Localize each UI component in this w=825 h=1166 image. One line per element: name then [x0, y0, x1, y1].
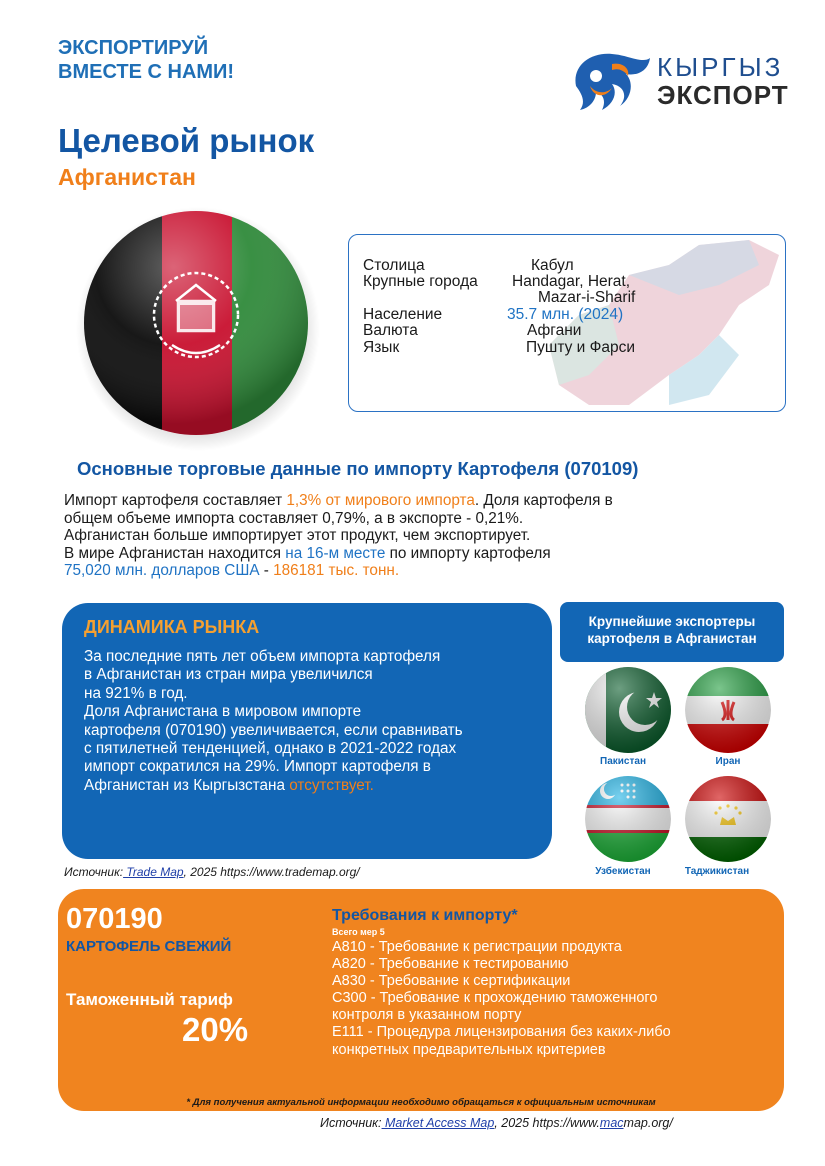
list-item: A820 - Требование к тестированию	[332, 956, 569, 973]
footnote: * Для получения актуальной информации необходимо обращаться к официальным источникам	[186, 1097, 656, 1108]
country-info-card	[348, 234, 786, 412]
logo-text-top: КЫРГЫЗ	[657, 52, 784, 82]
tariff-label: Таможенный тариф	[66, 990, 233, 1009]
list-item: A830 - Требование к сертификации	[332, 973, 571, 990]
list-item: E111 - Процедура лицензирования без каких-либо	[332, 1024, 671, 1041]
cities-label: Крупные города	[363, 273, 478, 290]
currency-label: Валюта	[363, 322, 418, 339]
capital-label: Столица	[363, 257, 425, 274]
source-trademap: Источник: Trade Map, 2025 https://www.trademap.org/	[64, 865, 360, 879]
cities-value-line2: Mazar-i-Sharif	[538, 289, 636, 306]
population-label: Население	[363, 306, 443, 323]
capital-value: Кабул	[531, 257, 574, 274]
population-value: 35.7 млн. (2024)	[507, 306, 624, 323]
language-value: Пушту и Фарси	[526, 339, 636, 356]
macmap-url-link[interactable]: mac	[599, 1116, 624, 1130]
exporter-name-iran: Иран	[715, 756, 741, 767]
iran-flag-icon	[684, 666, 772, 754]
macmap-link[interactable]: Market Access Map	[381, 1116, 495, 1130]
list-item: C300 - Требование к прохождению таможенного	[332, 990, 658, 1007]
list-item: контроля в указанном порту	[332, 1007, 522, 1024]
product-name: КАРТОФЕЛЬ СВЕЖИЙ	[66, 938, 232, 955]
currency-value: Афгани	[527, 322, 582, 339]
slogan	[58, 36, 234, 84]
uzbekistan-flag-icon	[584, 775, 672, 863]
requirements-title: Требования к импорту*	[332, 907, 518, 924]
tariff-value: 20%	[182, 1011, 249, 1048]
tajikistan-flag-icon	[684, 775, 772, 863]
list-item: A810 - Требование к регистрации продукта	[332, 939, 622, 955]
afghanistan-flag-icon	[72, 205, 320, 453]
list-item: конкретных предварительных критериев	[332, 1041, 606, 1058]
source-macmap: Источник: Market Access Map, 2025 https://www.macmap.org/	[320, 1116, 673, 1130]
kyrgyz-export-logo	[566, 46, 658, 116]
exporter-name-uzbekistan: Узбекистан	[595, 866, 651, 877]
exporter-name-tajikistan: Таджикистан	[684, 866, 750, 877]
trade-section-title: Основные торговые данные по импорту Картофеля (070109)	[77, 458, 639, 479]
cities-value-line1: Handagar, Herat,	[512, 273, 631, 290]
market-dynamics-title: ДИНАМИКА РЫНКА	[84, 617, 260, 637]
trademap-link[interactable]: Trade Map	[123, 865, 184, 879]
slogan-line-2: ВМЕСТЕ С НАМИ!	[58, 61, 235, 83]
exporter-name-pakistan: Пакистан	[600, 756, 646, 767]
requirements-list	[332, 939, 752, 1059]
hs-code: 070190	[66, 903, 163, 935]
logo-text-bottom: ЭКСПОРТ	[657, 80, 789, 110]
page-title: Целевой рынок	[58, 122, 315, 159]
market-dynamics-text: За последние пять лет объем импорта картофеля в Афганистан из стран мира увеличился на 921% в год. Доля Афганистана в мировом импорте картофеля (070190) увеличивается, если сравнивать с пятилетней тенденцией, однако в 2021-2022 годах импорт сократился на 29%. Импорт картофеля в Афганистан из Кыргызстана отсутствует.	[84, 648, 463, 794]
pakistan-flag-icon	[584, 666, 672, 754]
country-name: Афганистан	[58, 164, 196, 190]
top-exporters-header: Крупнейшие экспортеры картофеля в Афганистан	[560, 602, 784, 662]
trade-paragraph: Импорт картофеля составляет 1,3% от мирового импорта. Доля картофеля в общем объеме импорта составляет 0,79%, а в экспорте - 0,21%. Афганистан больше импортирует этот продукт, чем экспортирует. В мире Афганистан находится на 16-м месте по импорту картофеля 75,020 млн. долларов США - 186181 тыс. тонн.	[64, 492, 613, 579]
requirements-count: Всего мер 5	[332, 927, 385, 937]
language-label: Язык	[363, 339, 400, 356]
slogan-line-1: ЭКСПОРТИРУЙ	[58, 37, 209, 59]
